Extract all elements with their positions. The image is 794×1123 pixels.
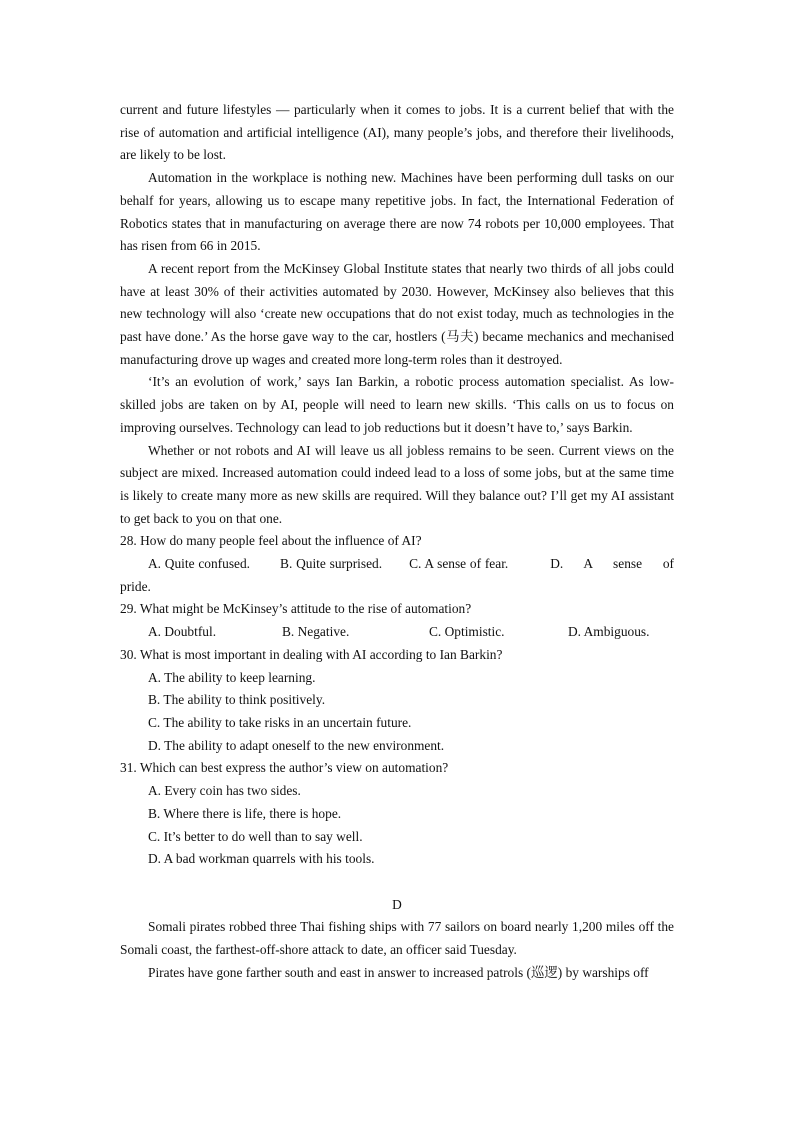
option-c: C. A sense of fear. bbox=[409, 556, 509, 572]
option-d: D. A bad workman quarrels with his tools. bbox=[148, 851, 375, 867]
option-b: B. Where there is life, there is hope. bbox=[148, 805, 342, 821]
option-b: B. The ability to think positively. bbox=[148, 692, 326, 708]
option-a: A. Quite confused. bbox=[148, 556, 251, 572]
question-stem: 31. Which can best express the author’s view on automation? bbox=[120, 760, 449, 776]
option-b: B. Negative. bbox=[282, 624, 350, 640]
option-b: B. Quite surprised. bbox=[280, 556, 383, 572]
passage-d-paragraph: Pirates have gone farther south and east in answer to increased patrols (巡逻) by warships off bbox=[148, 964, 649, 980]
passage-c-paragraph: ‘It’s an evolution of work,’ says Ian Barkin, a robotic process automation specialist. As low-skilled jobs are taken on by AI, people will need to learn new skills. ‘This calls on us to focus on improving ourselves. Technology can lead to job reductions but it doesn’t have to,’ says Barkin. bbox=[120, 374, 674, 435]
option-c: C. Optimistic. bbox=[429, 624, 505, 640]
passage-c-paragraph: A recent report from the McKinsey Global Institute states that nearly two thirds of all jobs could have at least 30% of their activities automated by 2030. However, McKinsey also believes that this new technology will also ‘create new occupations that do not exist today, much as technologies in the past have done.’ As the horse gave way to the car, hostlers (马夫) became mechanics and mechanised manufacturing drove up wages and created more long-term roles than it destroyed. bbox=[120, 260, 674, 367]
option-c: C. The ability to take risks in an uncertain future. bbox=[148, 714, 412, 730]
option-d: D. The ability to adapt oneself to the new environment. bbox=[148, 737, 445, 753]
option-a: A. The ability to keep learning. bbox=[148, 669, 316, 685]
passage-c-paragraph: Whether or not robots and AI will leave us all jobless remains to be seen. Current views on the subject are mixed. Increased automation could indeed lead to a loss of some jobs, but at the same time is likely to create many more as new skills are required. Will they balance out? I’ll get my AI assistant to get back to you on that one. bbox=[120, 442, 674, 526]
question-stem: 29. What might be McKinsey’s attitude to the rise of automation? bbox=[120, 601, 472, 617]
question-options-row bbox=[120, 621, 674, 644]
option-d: D. A sense of pride. bbox=[120, 556, 674, 594]
document-page bbox=[120, 99, 674, 984]
passage-d-paragraph: Somali pirates robbed three Thai fishing ships with 77 sailors on board nearly 1,200 miles off the Somali coast, the farthest-off-shore attack to date, an officer said Tuesday. bbox=[120, 919, 674, 957]
option-a: A. Doubtful. bbox=[148, 624, 217, 640]
option-a: A. Every coin has two sides. bbox=[148, 783, 301, 799]
option-d: D. Ambiguous. bbox=[568, 624, 650, 640]
question-options-row bbox=[120, 553, 674, 598]
section-title-d: D bbox=[392, 896, 402, 912]
passage-c-paragraph: current and future lifestyles — particularly when it comes to jobs. It is a current belief that with the rise of automation and artificial intelligence (AI), many people’s jobs, and therefore their livelihoods, are likely to be lost. bbox=[120, 102, 674, 163]
question-stem: 30. What is most important in dealing with AI according to Ian Barkin? bbox=[120, 646, 503, 662]
question-stem: 28. How do many people feel about the influence of AI? bbox=[120, 533, 422, 549]
passage-c-paragraph: Automation in the workplace is nothing new. Machines have been performing dull tasks on our behalf for years, allowing us to escape many repetitive jobs. In fact, the International Federation of Robotics states that in manufacturing on average there are now 74 robots per 10,000 employees. That has risen from 66 in 2015. bbox=[120, 170, 674, 254]
option-c: C. It’s better to do well than to say well. bbox=[148, 828, 363, 844]
